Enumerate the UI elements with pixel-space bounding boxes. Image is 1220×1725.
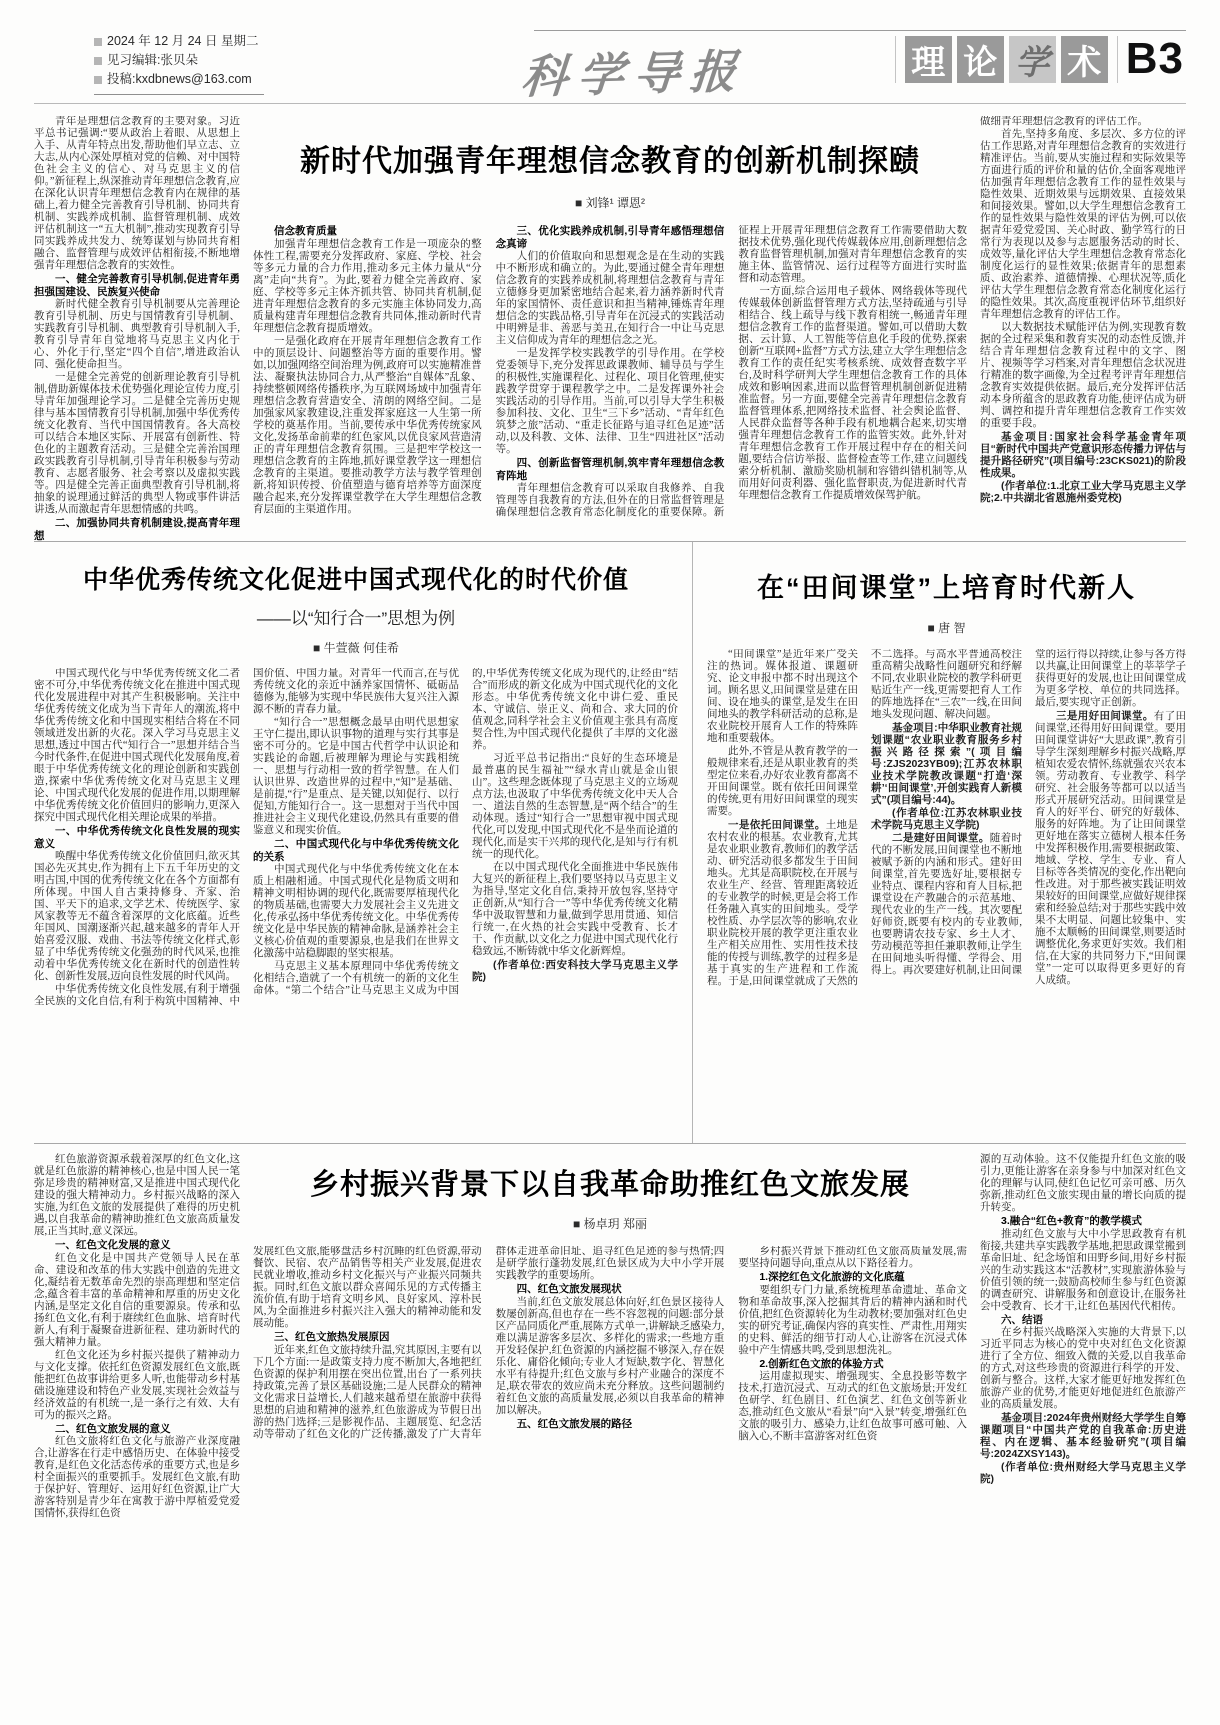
section-heading: 一、红色文化发展的意义 [55, 1239, 171, 1251]
article-red-tourism [34, 1144, 1186, 1712]
section-heading: 四、红色文旅发展现状 [516, 1283, 622, 1295]
submission-email: 投稿:kxdbnews@163.com [107, 72, 252, 86]
body-paragraph: 发展红色文旅,能够盘活乡村沉睡的红色资源,带动餐饮、民宿、农产品销售等相关产业发展,促进农民就业增收,推动乡村文化振兴与产业振兴同频共振。同时,红色文旅以群众喜闻乐见的方式传播主流价值,有助于培育文明乡风、良好家风、淳朴民风,为全面推进乡村振兴注入强大的精神动能和发展动能。 [253, 1246, 482, 1329]
article-headline: 新时代加强青年理想信念教育的创新机制探赜 [300, 145, 920, 178]
body-paragraph: “田间课堂”是近年来广受关注的热词。媒体报道、课题研究、论文申报中都不时出现这个词。顾名思义,田间课堂是建在田间、设在地头的课堂,是发生在田间地头的教学科研活动的总称,是农业院校开展育人工作的特殊阵地和重要载体。 [707, 649, 858, 744]
section-char: 理 [905, 36, 952, 83]
body-paragraph: 加强青年理想信念教育工作是一项庞杂的整体性工程,需要充分发挥政府、家庭、学校、社会等多元力量的合力作用,推动多元主体力量从“分离”走向“共育”。为此,要着力健全完善政府、家庭、学校等多元主体齐抓共管、协同共育机制,促进青年理想信念教育的多元实施主体协同发力,高质量构建青年理想信念教育共同体,推动新时代青年理想信念教育提质增效。 [253, 238, 482, 334]
section-heading: 二、中国式现代化与中华优秀传统文化的关系 [253, 838, 459, 863]
article-field-classroom [692, 542, 1186, 1143]
section-heading: 二、加强协同共育机制建设,提高青年理想 [34, 517, 240, 541]
article-column [980, 116, 1186, 541]
article-headline: 在“田间课堂”上培育时代新人 [757, 573, 1136, 603]
masthead-meta [94, 32, 264, 95]
fund-project-note: 基金项目:国家社会科学基金青年项目“新时代中国共产党意识形态传播力评估与提升路径研究”(项目编号:23CKS021)的阶段性成果。 [980, 431, 1186, 479]
section-heading: 1.深挖红色文化旅游的文化底蕴 [759, 1271, 905, 1283]
body-paragraph: 三是用好田间课堂。有了田间课堂,还得用好田间课堂。要用田间课堂讲好“大思政课”,教育引导学生深刻理解乡村振兴战略,厚植知农爱农情怀,练就强农兴农本领。劳动教育、专业教学、科学研究、社会服务等都可以以适当形式开展研究活动。田间课堂是育人的好平台、研究的好载体、服务的好阵地。为了让田间课堂更好地在落实立德树人根本任务中发挥积极作用,需要根据政策、地域、学校、学生、专业、育人目标等各类情况的变化,作出靶向性改进。对于那些被实践证明效果较好的田间课堂,应做好规律探索和经验总结;对于那些实践中效果不太明显、问题比较集中、实施不太顺畅的田间课堂,则要适时调整优化,务求更好实效。我们相信,在大家的共同努力下,“田间课堂”一定可以取得更多更好的育人成绩。 [1035, 710, 1186, 986]
masthead-rule [534, 30, 1186, 31]
body-paragraph: 当前,红色文旅发展总体向好,红色景区接待人数屡创新高,但也存在一些不容忽视的问题:部分景区产品同质化严重,展陈方式单一,讲解缺乏感染力,难以满足游客多层次、多样化的需求;一些地方重开发轻保护,红色资源的内涵挖掘不够深入,存在娱乐化、庸俗化倾向;专业人才短缺,数字化、智慧化水平有待提升;红色文旅与乡村产业融合的深度不足,联农带农的效应尚未充分释放。这些问题制约着红色文旅的高质量发展,必须以自我革命的精神加以解决。 [495, 1296, 725, 1416]
author-affiliation: (作者单位:西安科技大学马克思主义学院) [472, 959, 678, 983]
article-byline: ■ 杨卓玥 郑丽 [573, 1217, 647, 1231]
body-paragraph: 以大数据技术赋能评估为例,实现教育数据的全过程采集和教育实况的动态性反馈,并结合青年理想信念教育过程中的文字、图片、视频等学习档案,对青年理想信念状况进行精准的数字画像,为全过程考评青年理想信念教育实效提供依据。最后,充分发挥评估活动本身所蕴含的思政教育功能,使评估成为研判、调控和提升青年理想信念教育工作实效的重要手段。 [980, 322, 1186, 429]
article-column [34, 116, 240, 541]
fund-project-note: 基金项目:2024年贵州财经大学学生自筹课题项目“中国共产党的自我革命:历史进程、内在逻辑、基本经验研究”(项目编号:2024ZXSY143)。 [980, 1412, 1186, 1460]
body-paragraph: 乡村振兴背景下推动红色文旅高质量发展,需要坚持问题导向,重点从以下路径着力。 [738, 1246, 967, 1269]
body-paragraph: “知行合一”思想概念最早由明代思想家王守仁提出,即认识事物的道理与实行其事是密不可分的。它是中国古代哲学中认识论和实践论的命题,后被理解为理论与实践相统一、思想与行动相一致的哲学智慧。在人们认识世界、改造世界的过程中,“知”是基础、是前提,“行”是重点、是关键,以知促行、以行促知,方能知行合一。这一思想对于当代中国推进社会主义现代化建设,仍然具有重要的借鉴意义和现实价值。 [253, 717, 459, 836]
article-columns [34, 668, 678, 1138]
section-heading: 三、优化实践养成机制,引导青年感悟理想信念真谛 [495, 225, 725, 250]
article-columns [253, 225, 967, 525]
article-column [980, 1152, 1186, 1712]
section-name-boxes [895, 36, 1118, 83]
section-char: 学 [1009, 36, 1056, 83]
body-paragraph: 二是建好田间课堂。随着时代的不断发展,田间课堂也不断地被赋予新的内涵和形式。建好田间课堂,首先要选好址,要根据专业特点、课程内容和育人目标,把课堂设在产教融合的示范基地、现代农业的生产一线。其次要配好师资,既要有校内的专业教师,也要聘请农技专家、乡土人才、劳动模范等担任兼职教师,让学生在田间地头听得懂、学得会、用得上。再次要建好机制,让田间课堂的运行得以持续,让参与各方得以共赢,让田间课堂上的莘莘学子获得更好的发展,也让田间课堂成为更多学校、单位的共同选择。最后,要实现守正创新。 [871, 649, 1186, 976]
author-affiliation: (作者单位:贵州财经大学马克思主义学院) [980, 1461, 1186, 1485]
article-center [253, 1152, 967, 1712]
submission-row [94, 70, 258, 89]
bold-lead-in: 三是用好田间课堂。 [1056, 710, 1154, 722]
body-paragraph: 在以中国式现代化全面推进中华民族伟大复兴的新征程上,我们要坚持以马克思主义为指导,坚定文化自信,秉持开放包容,坚持守正创新,从“知行合一”等中华优秀传统文化精华中汲取智慧和力量,做到学思用贯通、知信行统一,在火热的社会实践中受教育、长才干、作贡献,以文化之力促进中国式现代化行稳致远,不断铸就中华文化新辉煌。 [472, 862, 678, 957]
article-headline: 乡村振兴背景下以自我革命助推红色文旅发展 [309, 1169, 910, 1201]
body-paragraph: 源的互动体验。这不仅能提升红色文旅的吸引力,更能让游客在亲身参与中加深对红色文化的理解与认同,使红色记忆可亲可感、历久弥新,推动红色文旅实现由量的增长向质的提升转变。 [980, 1154, 1186, 1213]
body-paragraph: 一是健全完善党的创新理论教育引导机制,借助新媒体技术优势强化理论宣传力度,引导青年加强理论学习。二是健全完善历史规律与基本国情教育引导机制,加强中华优秀传统文化教育、当代中国国情教育。各大高校可以结合本地区实际、开展富有创新性、特色化的主题教育活动。三是健全完善治国理政实践教育引导机制,引导青年积极参与劳动教育、志愿者服务、社会考察以及虚拟实践等。四是健全完善正面典型教育引导机制,将抽象的说理通过鲜活的典型人物或事件讲活讲透,从而激起青年思想情感的共鸣。 [34, 372, 240, 515]
body-paragraph: 青年理想信念教育可以采取自我修养、自我管理等自我教育的方法,但外在的日常监督管理是确保理想信念教育常态化制度化的重要保障。新征程上开展青年理想信念教育工作需要借助大数据技术优势,强化现代传媒载体应用,创新理想信念教育监督管理机制,加强对青年理想信念教育的实施主体、监管情况、运行过程等方面进行实时监督和动态管理。 [495, 225, 967, 518]
section-heading: 二、红色文旅发展的意义 [55, 1422, 171, 1435]
issue-date: 2024 年 12 月 24 日 星期二 [107, 34, 259, 48]
bold-lead-in: 二是建好田间课堂。 [892, 832, 990, 844]
bullet-square-icon [94, 38, 102, 46]
body-paragraph: 新时代健全教育引导机制要从完善理论教育引导机制、历史与国情教育引导机制、实践教育引导机制、典型教育引导机制入手,教育引导青年自觉地将马克思主义内化于心、外化于行,坚定“四个自信”,增进政治认同、强化使命担当。 [34, 299, 240, 370]
body-paragraph: 青年是理想信念教育的主要对象。习近平总书记强调:“要从政治上着眼、从思想上入手、从青年特点出发,帮助他们早立志、立大志,从内心深处厚植对党的信赖、对中国特色社会主义的信心、对马克思主义的信仰。”新征程上,纵深推动青年理想信念教育,应在深化认识青年理想信念教育内在规律的基础上,着力健全完善教育引导机制、协同共育机制、实践养成机制、监督管理机制、成效评估机制这一“五大机制”,推动实现教育引导同实践养成共发力、统筹谋划与协同共育相融合、监督管理与成效评估相衔接,不断地增强青年理想信念教育的实效性。 [34, 116, 240, 271]
newspaper-logo: 科学导报 [519, 44, 749, 104]
masthead [34, 0, 1186, 104]
section-char: 术 [1061, 36, 1108, 83]
body-paragraph: 唤醒中华优秀传统文化价值回归,欲灭其国必先灭其史,作为拥有上下五千年历史的文明古国,中国的优秀传统文化在各个方面都有所体现。中国人自古秉持修身、齐家、治国、平天下的追求,文学艺术、传统医学、家风家教等无不蕴含着深厚的文化底蕴。近些年国风、国潮逐渐兴起,越来越多的青年人开始喜爱汉服、戏曲、书法等传统文化样式,彰显了中华优秀传统文化强劲的时代风采,也推动着中华优秀传统文化在新时代的创造性转化、创新性发展,迈向良性发展的时代风尚。 [34, 851, 240, 982]
middle-band [34, 542, 1186, 1144]
body-paragraph: 习近平总书记指出:“良好的生态环境是最普惠的民生福祉”“绿水青山就是金山银山”。这些理念既体现了马克思主义的立场观点方法,也汲取了中华优秀传统文化中天人合一、道法自然的生态智慧,是“两个结合”的生动体现。透过“知行合一”思想审视中国式现代化,可以发现,中国式现代化不是坐而论道的现代化,而是实干兴邦的现代化,是知与行有机统一的现代化。 [472, 753, 678, 860]
section-heading: 五、红色文旅发展的路径 [516, 1417, 633, 1430]
section-heading: 六、结语 [1001, 1313, 1043, 1326]
section-heading: 信念教育质量 [274, 225, 337, 237]
issue-date-row [94, 32, 258, 51]
editor-name: 见习编辑:张贝朵 [107, 53, 198, 67]
body-paragraph: 在乡村振兴战略深入实施的大背景下,以习近平同志为核心的党中央对红色文化资源进行了全方位、细致入微的关爱,以自我革命的方式,对这些珍贵的资源进行科学的开发、创新与整合。这样,大家才能更好地发挥红色旅游产业的优势,才能更好地促进红色旅游产业的高质量发展。 [980, 1327, 1186, 1410]
body-paragraph: 一是依托田间课堂。土地是农村农业的根基。农业教育,尤其是农业职业教育,教师们的教学活动、研究活动很多都发生于田间地头。尤其是高职院校,在开展与农业生产、经营、管理距离较近的专业教学的时候,更是会将工作任务融入真实的田间地头。受学校性质、办学层次等的影响,农业职业院校开展的教学更注重农业生产相关应用性、实用性技术技能的传授与训练,教学的过程多是基于真实的生产进程和工作流程。于是,田间课堂就成了天然的不二选择。与高水平普通高校注重高精尖战略性问题研究和纾解不同,农业职业院校的教学科研更贴近生产一线,更需要把育人工作的阵地选择在“三农”一线,在田间地头发现问题、解决问题。 [707, 649, 1022, 987]
body-paragraph: 要组织专门力量,系统梳理革命遗址、革命文物和革命故事,深入挖掘其背后的精神内涵和时代价值,把红色资源转化为生动教材;要加强对红色史实的研究考证,确保内容的真实性、严肃性,用翔实的史料、鲜活的细节打动人心,让游客在沉浸式体验中产生情感共鸣,受到思想洗礼。 [738, 1284, 967, 1356]
section-char: 论 [957, 36, 1004, 83]
body-paragraph: 做细青年理想信念教育的评估工作。 [980, 116, 1148, 127]
body-paragraph: 马克思主义基本原理同中华优秀传统文化相结合,造就了一个有机统一的新的文化生命体。“第二个结合”让马克思主义成为中国的,中华优秀传统文化成为现代的,让经由“结合”而形成的新文化成为中国式现代化的文化形态。中华优秀传统文化中讲仁爱、重民本、守诚信、崇正义、尚和合、求大同的价值观念,同科学社会主义价值观主张具有高度契合性,为中国式现代化提供了丰厚的文化滋养。 [253, 668, 678, 996]
body-paragraph: 红色文化是中国共产党领导人民在革命、建设和改革的伟大实践中创造的先进文化,凝结着无数革命先烈的崇高理想和坚定信念,蕴含着丰富的革命精神和厚重的历史文化内涵,是坚定文化自信的重要源泉。传承和弘扬红色文化,有利于赓续红色血脉、培育时代新人,有利于凝聚奋进新征程、建功新时代的强大精神力量。 [34, 1252, 240, 1348]
article-center [253, 116, 967, 541]
section-heading: 三、红色文旅热发展原因 [274, 1331, 390, 1343]
editor-row [94, 51, 258, 70]
article-ideal-belief [34, 104, 1186, 542]
article-headline: 中华优秀传统文化促进中国式现代化的时代价值 [82, 566, 629, 594]
body-paragraph: 一是强化政府在开展青年理想信念教育工作中的顶层设计、问题整治等方面的重要作用。譬如,以加强网络空间治理为例,政府可以实施精准普法、凝聚执法协同合力,从严整治“自媒体”乱象、持续整顿网络传播秩序,为互联网场域中加强青年理想信念教育营造安全、清朗的网络空间。二是加强家风家教建设,注重发挥家庭这一人生第一所学校的奠基作用。当前,要传承中华优秀传统家风文化,发扬革命前辈的红色家风,以优良家风营造清正的青年理想信念教育氛围。三是把牢学校这一理想信念教育的主阵地,抓好课堂教学这一理想信念教育的主渠道。要推动教学方法与教学管理创新,将知识传授、价值塑造与德育培养等方面深度融合起来,充分发挥课堂教学在大学生理想信念教育层面的主渠道作用。 [253, 335, 482, 515]
bold-lead-in: 一是依托田间课堂。 [728, 819, 826, 831]
body-paragraph: 红色文化还为乡村振兴提供了精神动力与文化支撑。依托红色资源发展红色文旅,既能把红色故事讲给更多人听,也能带动乡村基础设施建设和特色产业发展,实现社会效益与经济效益的有机统一,是一条行之有效、大有可为的振兴之路。 [34, 1349, 240, 1421]
article-byline: ■ 刘锋¹ 谭恩² [575, 196, 645, 210]
page-number: B3 [1125, 34, 1184, 83]
article-columns [253, 1246, 967, 1694]
body-paragraph: 推动红色文旅与大中小学思政教育有机衔接,共建共享实践教学基地,把思政课堂搬到革命旧址、纪念场馆和田野乡间,用好乡村振兴的生动实践这本“活教材”,实现旅游体验与价值引领的统一;鼓励高校师生参与红色资源的调查研究、讲解服务和创意设计,在服务社会中受教育、长才干,让红色基因代代相传。 [980, 1228, 1186, 1312]
bullet-square-icon [94, 57, 102, 65]
body-paragraph: 此外,不管是从教育教学的一般规律来看,还是从职业教育的类型定位来看,办好农业教育都离不开田间课堂。既有依托田间课堂的传统,更有用好田间课堂的现实需要。 [707, 746, 858, 817]
fund-project-note: 基金项目:中华职业教育社规划课题“农业职业教育服务乡村振兴路径探索”(项目编号:ZJS2023YB09);江苏农林职业技术学院教改课题“打造‘深耕’‘田间课堂’,开创实践育人新模式”(项目编号:44)。 [871, 722, 1022, 806]
body-paragraph: 运用虚拟现实、增强现实、全息投影等数字技术,打造沉浸式、互动式的红色文旅场景;开发红色研学、红色剧目、红色演艺、红色文创等新业态,推动红色文旅从“看景”向“入景”转变,增强红色文旅的吸引力、感染力,让红色故事可感可触、入脑入心,不断丰富游客对红色资 [738, 1371, 967, 1442]
body-paragraph: 中国式现代化与中华优秀传统文化在本质上相融相通。中国式现代化是物质文明和精神文明相协调的现代化,既需要厚植现代化的物质基础,也需要大力发展社会主义先进文化,传承弘扬中华优秀传统文化。中华优秀传统文化是中华民族的精神命脉,是涵养社会主义核心价值观的重要源泉,也是我们在世界文化激荡中站稳脚跟的坚实根基。 [253, 864, 459, 959]
body-paragraph: 红色旅游资源承载着深厚的红色文化,这就是红色旅游的精神核心,也是中国人民一笔弥足珍贵的精神财富,又是推进中国式现代化建设的强大精神动力。乡村振兴战略的深入实施,为红色文旅的发展提供了难得的历史机遇,以自我革命的精神助推红色文旅高质量发展,正当其时,意义深远。 [34, 1154, 240, 1237]
bullet-square-icon [94, 76, 102, 84]
article-byline: ■ 唐 智 [927, 621, 966, 635]
author-affiliation: (作者单位:1.北京工业大学马克思主义学院;2.中共湖北省恩施州委党校) [980, 480, 1186, 504]
body-paragraph: 一是发挥学校实践教学的引导作用。在学校党委领导下,充分发挥思政课教师、辅导员与学生的积极性,实施课程化、过程化、项目化管理,使实践教学贯穿于课程教学之中。二是发挥课外社会实践活动的引导作用。当前,可以引导大学生积极参加科技、文化、卫生“三下乡”活动、“青年红色筑梦之旅”活动、“重走长征路与追寻红色足迹”活动,以及科教、文体、法律、卫生“四进社区”活动等。 [495, 348, 725, 455]
body-paragraph: 近年来,红色文旅持续升温,究其原因,主要有以下几个方面:一是政策支持力度不断加大,各地把红色资源的保护利用摆在突出位置,出台了一系列扶持政策,完善了景区基础设施;二是人民群众的精神文化需求日益增长,人们越来越希望在旅游中获得思想的启迪和精神的滋养,红色旅游成为节假日出游的热门选择;三是影视作品、主题展览、纪念活动等带动了红色文化的广泛传播,激发了广大青年群体走进革命旧址、追寻红色足迹的参与热情;四是研学旅行蓬勃发展,红色景区成为大中小学开展实践教学的重要场所。 [253, 1246, 725, 1440]
article-subtitle: ——以“知行合一”思想为例 [256, 609, 456, 628]
section-heading: 3.融合“红色+教育”的教学模式 [1001, 1215, 1142, 1227]
author-affiliation: (作者单位:江苏农林职业技术学院马克思主义学院) [871, 807, 1022, 831]
body-paragraph: 人们的价值取向和思想观念是在生动的实践中不断形成和确立的。为此,要通过健全青年理想信念教育的实践养成机制,将理想信念教育与青年立德修身更加紧密地结合起来,着力涵养新时代青年的家国情怀、责任意识和担当精神,锤炼青年理想信念的实践品格,引导青年在沉浸式的实践活动中明辨是非、善恶与美丑,在知行合一中让马克思主义信仰成为青年的理想信念之光。 [495, 251, 725, 346]
section-heading: 一、健全完善教育引导机制,促进青年勇担强国建设、民族复兴使命 [34, 273, 240, 298]
article-column [34, 1152, 240, 1712]
body-paragraph: 中华优秀传统文化良性发展,有利于增强全民族的文化自信,有利于构筑中国精神、中国价值、中国力量。对青年一代而言,在与优秀传统文化的亲近中涵养家国情怀、砥砺品德修为,能够为实现中华民族伟大复兴注入源源不断的青春力量。 [34, 668, 459, 1007]
section-heading: 2.创新红色文旅的体验方式 [759, 1357, 884, 1370]
section-heading: 一、中华优秀传统文化良性发展的现实意义 [34, 825, 240, 850]
body-paragraph: 红色文旅将红色文化与旅游产业深度融合,让游客在行走中感悟历史、在体验中接受教育,是红色文化活态传承的重要方式,也是乡村全面振兴的重要抓手。发展红色文旅,有助于保护好、管理好、运用好红色资源,让广大游客特别是青少年在寓教于游中厚植爱党爱国情怀,获得红色资 [34, 1436, 240, 1519]
section-heading: 四、创新监督管理机制,筑牢青年理想信念教育阵地 [495, 457, 725, 482]
article-columns [707, 649, 1186, 1137]
article-byline: ■ 牛萱薇 何佳希 [313, 641, 399, 655]
body-paragraph: 首先,坚持多角度、多层次、多方位的评估工作思路,对青年理想信念教育的实效进行精准评估。当前,要从实施过程和实际效果等方面进行质的评价和量的估价,全面客观地评估加强青年理想信念教育工作的显性效果与隐性效果、近期效果与远期效果、直接效果和间接效果。譬如,以大学生理想信念教育工作的显性效果与隐性效果的评估为例,可以依据青年爱党爱国、关心时政、勤学笃行的日常行为表现以及参与志愿服务活动的时长、成效等,量化评估大学生理想信念教育常态化制度化运行的显性效果;依据青年的思想素质、政治素养、道德情操、心理状况等,质化评估大学生理想信念教育常态化制度化运行的隐性效果。其次,高度重视评估环节,组织好青年理想信念教育的评估工作。 [980, 129, 1186, 320]
body-paragraph: 一方面,综合运用电子载体、网络载体等现代传媒载体创新监督管理方式方法,坚持疏通与引导相结合、线上疏导与线下教育相统一,畅通青年理想信念教育工作的监督渠道。譬如,可以借助大数据、云计算、人工智能等信息化手段的优势,探索创新“互联网+监督”方式方法,建立大学生理想信念教育工作的责任纪实考核系统、成效督查数字平台,及时科学研判大学生理想信念教育工作的具体成效和影响因素,进而以监督管理机制创新促进精准监督。另一方面,要健全完善青年理想信念教育监督管理体系,把网络技术监督、社会舆论监督、人民群众监督等各种手段有机地耦合起来,切实增强青年理想信念教育工作的监管实效。此外,针对青年理想信念教育工作开展过程中存在的相关问题,要结合信访举报、监督检查等工作,建立问题线索分析机制、激励奖励机制和容错纠错机制等,从而用好问责利器、强化监督职责,为促进新时代青年理想信念教育工作提质增效保驾护航。 [738, 286, 967, 501]
section-banner [895, 34, 1184, 84]
body-paragraph: 中国式现代化与中华优秀传统文化二者密不可分,中华优秀传统文化在推进中国式现代化发展进程中对其产生积极影响。关注中华优秀传统文化成为当下青年人的潮流,将中华优秀传统文化和中国现实相结合将在不同领域迸发出新的火花。深入学习马克思主义思想,透过中国古代“知行合一”思想并结合当今时代条件,在促进中国式现代化发展角度,着眼于中华优秀传统文化的理论创新和实践创造,探索中华优秀传统文化对马克思主义理论、中国式现代化发展的促进作用,以期理解中华优秀传统文化价值回归的影响力,更深入探究中国式现代化相关理论成果的举措。 [34, 668, 240, 823]
article-traditional-culture [34, 542, 692, 1143]
